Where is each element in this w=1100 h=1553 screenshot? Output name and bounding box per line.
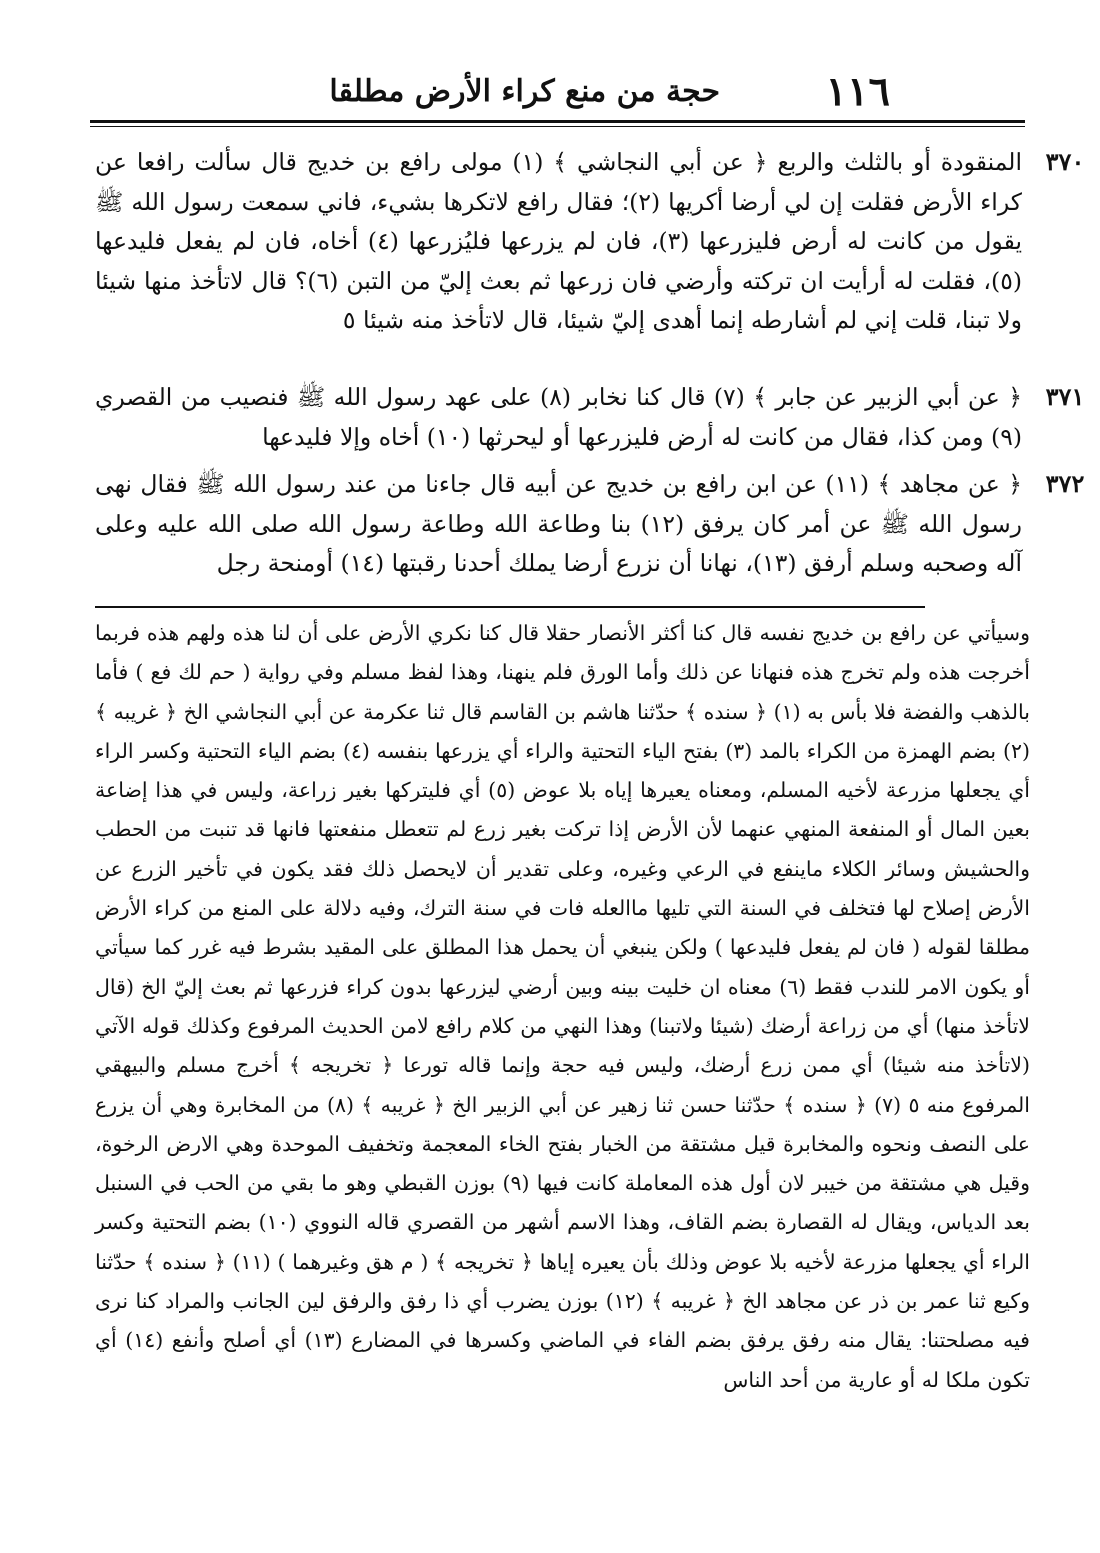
header-rule [90,120,1025,123]
hadith-370 [95,143,1100,338]
page-title: حجة من منع كراء الأرض مطلقا [329,74,720,109]
hadith-text: ﴿ عن أبي الزبير عن جابر ﴾ (٧) قال كنا نخابر (٨) على عهد رسول الله ﷺ فنصيب من القصري (٩) ومن كذا، فقال من كانت له أرض فليزرعها أو ليحرثها (١٠) أخاه وإلا فليدعها [95,383,1022,451]
hadith-371 [95,378,1100,458]
footnotes [95,614,1030,1400]
hadith-372 [95,465,1100,585]
hadith-text: المنقودة أو بالثلث والربع ﴿ عن أبي النجاشي ﴾ (١) مولى رافع بن خديج قال سألت رافعا عن كراء الأرض فقلت إن لي أرضا أكريها (٢)؛ فقال رافع لاتكرها بشيء، فاني سمعت رسول الله ﷺ يقول من كانت له أرض فليزرعها (٣)، فان لم يزرعها فليُزرعها (٤) أخاه، فان لم يفعل فليدعها (٥)، فقلت له أرأيت ان تركته وأرضي فان زرعها ثم بعث إليّ من التبن (٦)؟ قال لاتأخذ منها شيئا ولا تبنا، قلت إني لم أشارطه إنما أهدى إليّ شيئا، قال لاتأخذ منه شيئا ٥ [95,148,1022,334]
header-rule-thin [90,126,1025,127]
footnotes-separator [95,606,925,608]
hadith-number: ٣٧٠ [1045,147,1085,176]
footnote-paragraph: وسيأتي عن رافع بن خديج نفسه قال كنا أكثر الأنصار حقلا قال كنا نكري الأرض على أن لنا هذه ولهم هذه فربما أخرجت هذه ولم تخرج هذه فنهانا عن ذلك وأما الورق فلم ينهنا، وهذا لفظ مسلم وفي رواية ( حم لك فع ) فأما بالذهب والفضة فلا بأس به (١) ﴿ سنده ﴾ حدّثنا هاشم بن القاسم قال ثنا عكرمة عن أبي النجاشي الخ ﴿ غريبه ﴾ (٢) بضم الهمزة من الكراء بالمد (٣) بفتح الياء التحتية والراء أي يزرعها بنفسه (٤) بضم الياء التحتية وكسر الراء أي يجعلها مزرعة لأخيه المسلم، ومعناه يعيرها إياه بلا عوض (٥) أي فليتركها بغير زراعة، وليس في هذا إضاعة بعين المال أو المنفعة المنهي عنهما لأن الأرض إذا تركت بغير زرع لم تتعطل منفعتها فانها قد تنبت من الحطب والحشيش وسائر الكلاء ماينفع في الرعي وغيره، وعلى تقدير أن لايحصل ذلك فقد يكون في تأخير الزرع عن الأرض إصلاح لها فتخلف في السنة التي تليها ماالعله فات في سنة الترك، وفيه دلالة على المنع من كراء الأرض مطلقا لقوله ( فان لم يفعل فليدعها ) ولكن ينبغي أن يحمل هذا المطلق على المقيد بشرط فيه غرر كما سيأتي أو يكون الامر للندب فقط (٦) معناه ان خليت بينه وبين أرضي ليزرعها بدون كراء فزرعها ثم بعث إليّ الخ (قال لاتأخذ منها) أي من زراعة أرضك (شيئا ولاتبنا) وهذا النهي من كلام رافع لامن الحديث المرفوع وكذلك قوله الآتي (لاتأخذ منه شيئا) أي ممن زرع أرضك، وليس فيه حجة وإنما قاله تورعا ﴿ تخريجه ﴾ أخرج مسلم والبيهقي المرفوع منه ٥ (٧) ﴿ سنده ﴾ حدّثنا حسن ثنا زهير عن أبي الزبير الخ ﴿ غريبه ﴾ (٨) من المخابرة وهي أن يزرع على النصف ونحوه والمخابرة قيل مشتقة من الخبار بفتح الخاء المعجمة وتخفيف الموحدة وهي الارض الرخوة، وقيل هي مشتقة من خيبر لان أول هذه المعاملة كانت فيها (٩) بوزن القبطي وهو ما بقي من الحب في السنبل بعد الدياس، ويقال له القصارة بضم القاف، وهذا الاسم أشهر من القصري قاله النووي (١٠) بضم التحتية وكسر الراء أي يجعلها مزرعة لأخيه بلا عوض وذلك بأن يعيره إياها ﴿ تخريجه ﴾ ( م هق وغيرهما ) (١١) ﴿ سنده ﴾ حدّثنا وكيع ثنا عمر بن ذر عن مجاهد الخ ﴿ غريبه ﴾ (١٢) بوزن يضرب أي ذا رفق والرفق لين الجانب والمراد كنا نرى فيه مصلحتنا: يقال منه رفق يرفق بضم الفاء في الماضي وكسرها في المضارع (١٣) أي أصلح وأنفع (١٤) أي تكون ملكا له أو عارية من أحد الناس [95,621,1031,1392]
page-number: ١١٦ [825,68,890,115]
hadith-text: ﴿ عن مجاهد ﴾ (١١) عن ابن رافع بن خديج عن أبيه قال جاءنا من عند رسول الله ﷺ فقال نهى رسول الله ﷺ عن أمر كان يرفق (١٢) بنا وطاعة الله وطاعة رسول الله صلى الله عليه وعلى آله وصحبه وسلم أرفق (١٣)، نهانا أن نزرع أرضا يملك أحدنا رقبتها (١٤) أومنحة رجل [95,470,1022,577]
hadith-number: ٣٧١ [1045,382,1085,411]
page-header [90,60,1025,122]
hadith-number: ٣٧٢ [1045,469,1085,498]
